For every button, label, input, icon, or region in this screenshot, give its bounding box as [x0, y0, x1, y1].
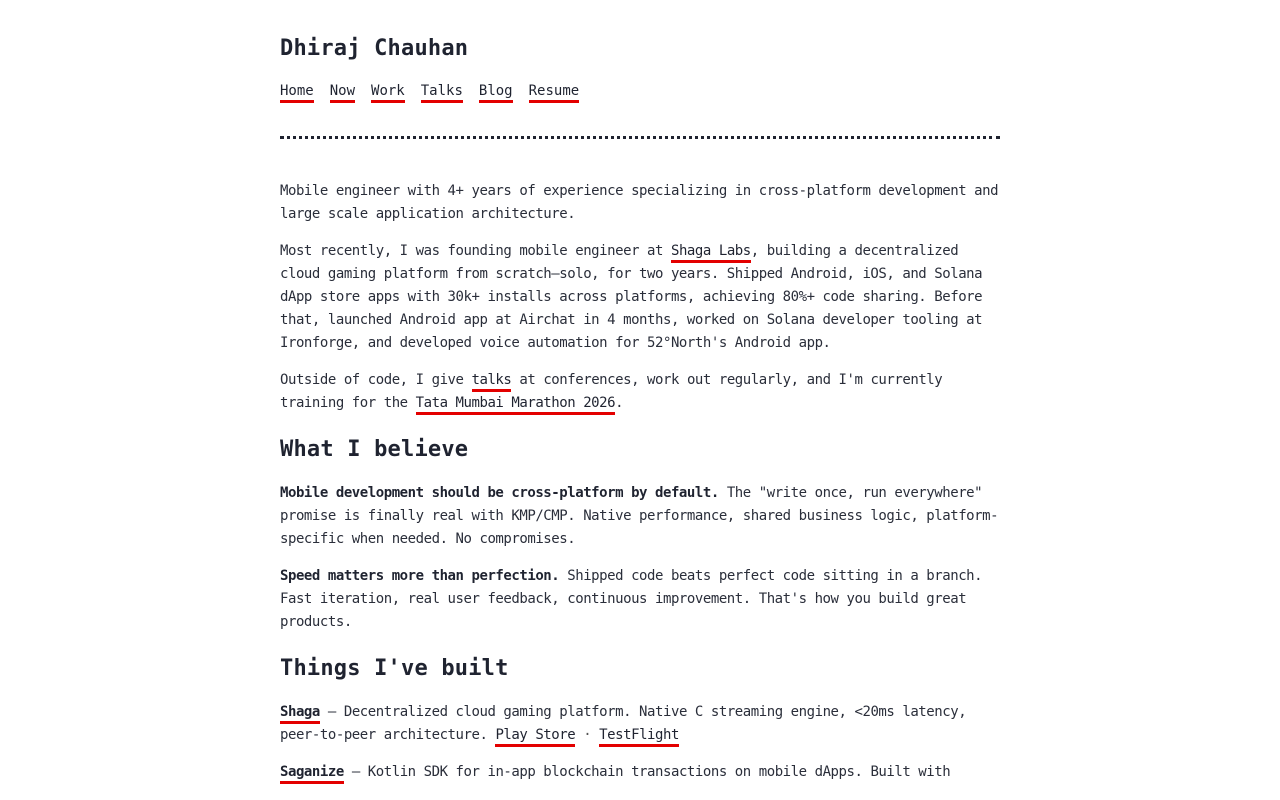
nav-talks[interactable]: Talks	[421, 83, 463, 103]
project-description: — Decentralized cloud gaming platform. Native C streaming engine, <20ms latency, peer-to-peer architecture.	[280, 704, 967, 743]
belief-text: Shipped code beats perfect code sitting in a branch. Fast iteration, real user feedback, continuous improvement. That's how you build great products.	[280, 568, 983, 630]
text: Most recently, I was founding mobile engineer at	[280, 243, 671, 259]
built-heading: Things I've built	[280, 656, 509, 681]
project-item	[280, 761, 1000, 784]
site-title: Dhiraj Chauhan	[280, 36, 469, 61]
belief-item	[280, 565, 1000, 634]
nav-now[interactable]: Now	[330, 83, 355, 103]
project-description: — Kotlin SDK for in-app blockchain transactions on mobile dApps. Built with	[343, 764, 951, 780]
marathon-link[interactable]: Tata Mumbai Marathon 2026	[416, 395, 615, 415]
belief-text: The "write once, run everywhere" promise is finally real with KMP/CMP. Native performance, shared business logic, platform-specific when needed. No compromises.	[280, 485, 999, 547]
talks-link[interactable]: talks	[472, 372, 512, 392]
play-store-link[interactable]: Play Store	[495, 727, 575, 747]
text: , building a decentralized cloud gaming platform from scratch—solo, for two years. Shipped Android, iOS, and Solana dApp store apps with 30k+ installs across platforms, achieving 80%+ code sharing. Before that, launched Android app at Airchat in 4 months, worked on Solana developer tooling at Ironforge, and developed voice automation for 52°North's Android app.	[280, 243, 983, 351]
text: .	[615, 395, 624, 411]
text: at conferences, work out regularly, and I'm currently training for the	[280, 372, 943, 411]
text: Outside of code, I give	[280, 372, 472, 388]
main-content	[280, 180, 1000, 798]
nav-blog[interactable]: Blog	[479, 83, 513, 103]
nav-resume[interactable]: Resume	[529, 83, 580, 103]
link-separator: ·	[575, 727, 600, 743]
intro-paragraph-3	[280, 369, 1000, 415]
belief-item	[280, 482, 1000, 551]
main-nav	[280, 83, 595, 99]
beliefs-heading: What I believe	[280, 437, 469, 462]
project-link-saganize[interactable]: Saganize	[280, 764, 344, 784]
shaga-labs-link[interactable]: Shaga Labs	[671, 243, 751, 263]
project-link-shaga[interactable]: Shaga	[280, 704, 320, 724]
nav-home[interactable]: Home	[280, 83, 314, 103]
intro-paragraph-1: Mobile engineer with 4+ years of experience specializing in cross-platform development and large scale application architecture.	[280, 183, 999, 222]
project-item	[280, 701, 1000, 747]
belief-title: Speed matters more than perfection.	[280, 568, 560, 584]
belief-title: Mobile development should be cross-platform by default.	[280, 485, 719, 501]
testflight-link[interactable]: TestFlight	[599, 727, 679, 747]
nav-work[interactable]: Work	[371, 83, 405, 103]
header-divider	[280, 136, 1000, 139]
intro-paragraph-2	[280, 240, 1000, 355]
